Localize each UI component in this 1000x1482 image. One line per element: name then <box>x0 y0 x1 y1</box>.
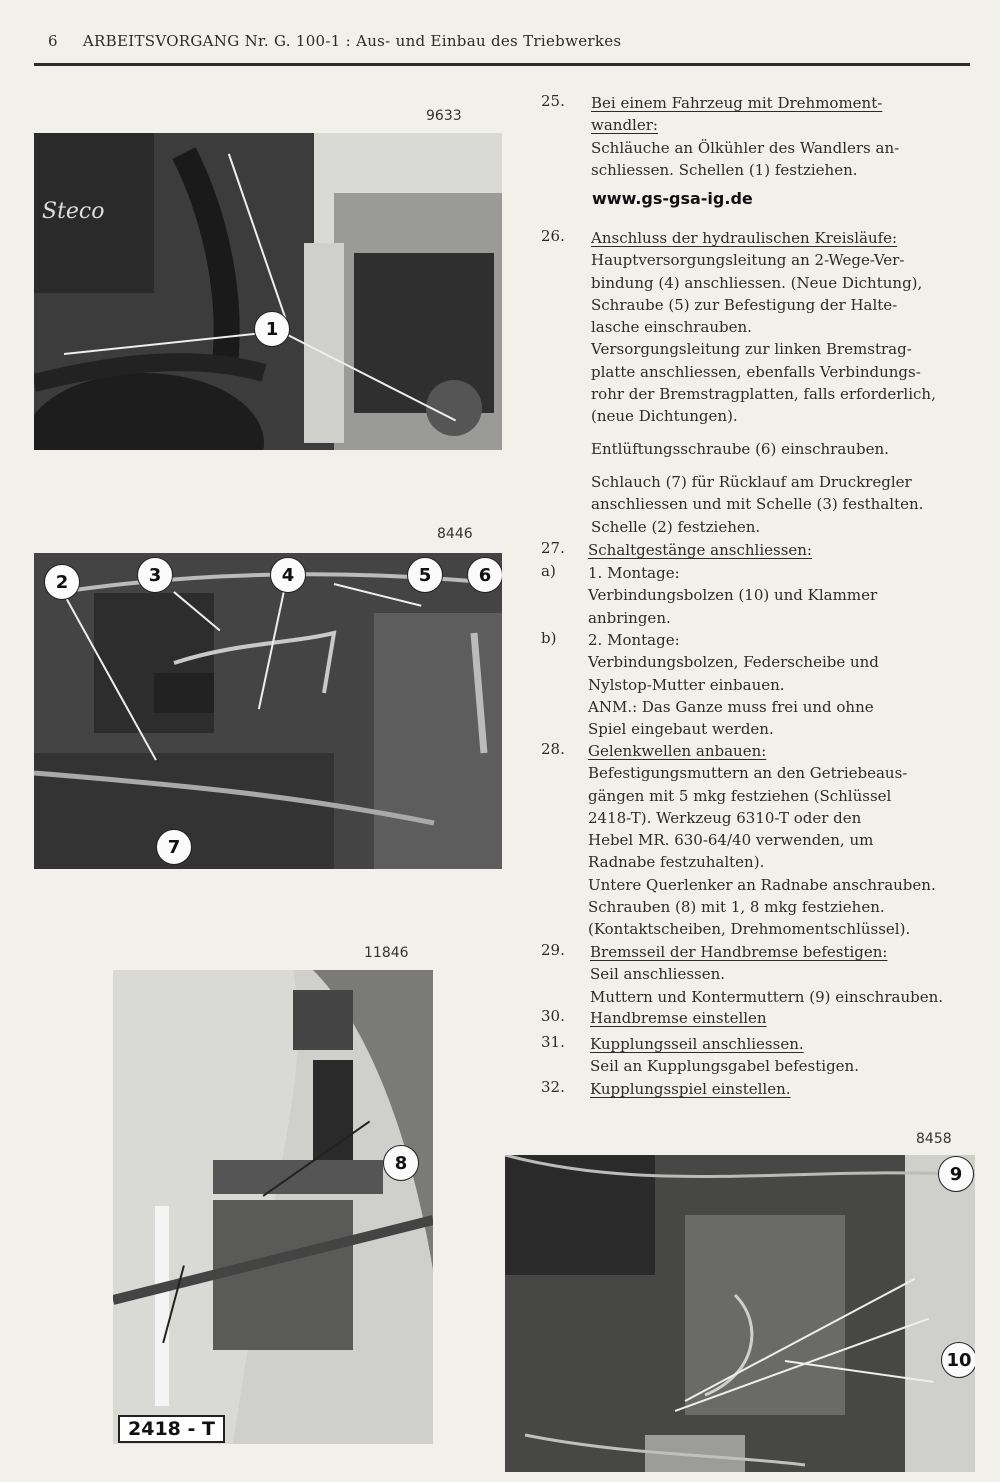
step-25-line-1: Schläuche an Ölkühler des Wandlers an- <box>591 138 900 157</box>
page-header <box>48 32 621 50</box>
step-28-line-7: Schrauben (8) mit 1, 8 mkg festziehen. <box>588 898 885 917</box>
step-25-heading-1: Bei einem Fahrzeug mit Drehmoment- <box>591 94 883 112</box>
callout-9: 9 <box>938 1156 974 1192</box>
step-32-heading: Kupplungsspiel einstellen. <box>590 1080 791 1098</box>
callout-2: 2 <box>44 564 80 600</box>
step-25 <box>591 92 899 181</box>
step-28-line-4: Hebel MR. 630-64/40 verwenden, um <box>588 831 874 850</box>
step-28-line-1: Befestigungsmuttern an den Getriebeaus- <box>588 764 908 783</box>
step-26-line-6: platte anschliessen, ebenfalls Verbindungs- <box>591 362 921 381</box>
step-28 <box>588 740 936 941</box>
step-27b-line-5: Spiel eingebaut werden. <box>588 720 774 739</box>
step-27a-label: a) <box>541 562 556 580</box>
step-27a-line-1: 1. Montage: <box>588 564 680 582</box>
step-28-line-2: gängen mit 5 mkg festziehen (Schlüssel <box>588 786 892 805</box>
page-number: 6 <box>48 32 58 50</box>
step-27-number: 27. <box>541 539 565 557</box>
step-29-line-1: Seil anschliessen. <box>590 965 726 984</box>
step-27b-line-1: 2. Montage: <box>588 631 680 649</box>
page-title: ARBEITSVORGANG Nr. G. 100-1 : Aus- und Einbau des Triebwerkes <box>82 32 622 50</box>
step-25-heading-2: wandler: <box>591 116 658 135</box>
step-27a-line-3: anbringen. <box>588 608 671 627</box>
step-28-number: 28. <box>541 740 565 758</box>
step-31-heading: Kupplungsseil anschliessen. <box>590 1035 804 1053</box>
figure-number-2: 8446 <box>437 526 473 542</box>
callout-5: 5 <box>407 557 443 593</box>
step-27-heading <box>588 539 812 561</box>
step-25-line-2: schliessen. Schellen (1) festziehen. <box>591 160 858 179</box>
step-31 <box>590 1033 859 1078</box>
callout-7: 7 <box>156 829 192 865</box>
step-26-line-7: rohr der Bremstragplatten, falls erforderlich, <box>591 385 936 404</box>
step-26-line-2: bindung (4) anschliessen. (Neue Dichtung), <box>591 273 923 292</box>
callout-3: 3 <box>137 557 173 593</box>
website-url[interactable]: www.gs-gsa-ig.de <box>592 189 753 208</box>
callout-4: 4 <box>270 557 306 593</box>
step-26-number: 26. <box>541 227 565 245</box>
step-27-heading-text: Schaltgestänge anschliessen: <box>588 541 812 559</box>
steco-label: Steco <box>42 199 105 224</box>
step-31-line-1: Seil an Kupplungsgabel befestigen. <box>590 1057 859 1076</box>
callout-1: 1 <box>254 311 290 347</box>
step-29 <box>590 941 943 1008</box>
callout-10: 10 <box>941 1342 975 1378</box>
tool-label-2418T: 2418 - T <box>118 1415 225 1443</box>
step-26-line-8: (neue Dichtungen). <box>591 407 738 426</box>
step-26-line-12: Schelle (2) festziehen. <box>591 517 761 536</box>
step-27a-line-2: Verbindungsbolzen (10) und Klammer <box>588 586 878 605</box>
step-27b-line-2: Verbindungsbolzen, Federscheibe und <box>588 653 879 672</box>
step-30-number: 30. <box>541 1007 565 1025</box>
step-26-line-4: lasche einschrauben. <box>591 318 752 337</box>
header-rule <box>34 63 970 66</box>
step-26-line-11: anschliessen und mit Schelle (3) festhalten. <box>591 495 924 514</box>
step-26-line-10: Schlauch (7) für Rücklauf am Druckregler <box>591 473 912 491</box>
step-26-line-3: Schraube (5) zur Befestigung der Halte- <box>591 295 898 314</box>
step-26-line-9: Entlüftungsschraube (6) einschrauben. <box>591 440 889 458</box>
figure-photo-1 <box>34 133 502 450</box>
step-26-heading: Anschluss der hydraulischen Kreisläufe: <box>591 229 898 247</box>
step-28-line-5: Radnabe festzuhalten). <box>588 853 765 872</box>
step-32-number: 32. <box>541 1078 565 1096</box>
figure-photo-2 <box>34 553 502 869</box>
step-27b <box>588 629 879 740</box>
callout-8: 8 <box>383 1145 419 1181</box>
step-26 <box>591 227 936 428</box>
step-26-line-5: Versorgungsleitung zur linken Bremstrag- <box>591 340 912 359</box>
step-27b-label: b) <box>541 629 557 647</box>
step-26-line-1: Hauptversorgungsleitung an 2-Wege-Ver- <box>591 251 905 270</box>
callout-6: 6 <box>467 557 502 593</box>
step-31-number: 31. <box>541 1033 565 1051</box>
step-30-heading: Handbremse einstellen <box>590 1009 767 1027</box>
step-27b-line-3: Nylstop-Mutter einbauen. <box>588 675 785 694</box>
step-27b-line-4: ANM.: Das Ganze muss frei und ohne <box>588 697 874 716</box>
step-28-heading: Gelenkwellen anbauen: <box>588 742 767 760</box>
figure-photo-4 <box>505 1155 975 1472</box>
figure-number-4: 8458 <box>916 1131 952 1147</box>
step-28-line-3: 2418-T). Werkzeug 6310-T oder den <box>588 808 862 827</box>
step-32 <box>590 1078 791 1100</box>
step-29-number: 29. <box>541 941 565 959</box>
figure-number-3: 11846 <box>364 945 409 961</box>
step-27a <box>588 562 877 629</box>
step-28-line-6: Untere Querlenker an Radnabe anschrauben. <box>588 875 936 894</box>
step-29-heading: Bremsseil der Handbremse befestigen: <box>590 943 888 961</box>
step-30 <box>590 1007 767 1029</box>
figure-photo-3 <box>113 970 433 1444</box>
step-26-para-2 <box>591 438 889 460</box>
step-25-number: 25. <box>541 92 565 110</box>
step-29-line-2: Muttern und Kontermuttern (9) einschrauben. <box>590 987 944 1006</box>
step-28-line-8: (Kontaktscheiben, Drehmomentschlüssel). <box>588 920 911 939</box>
step-26-para-3 <box>591 471 923 538</box>
figure-number-1: 9633 <box>426 108 462 124</box>
